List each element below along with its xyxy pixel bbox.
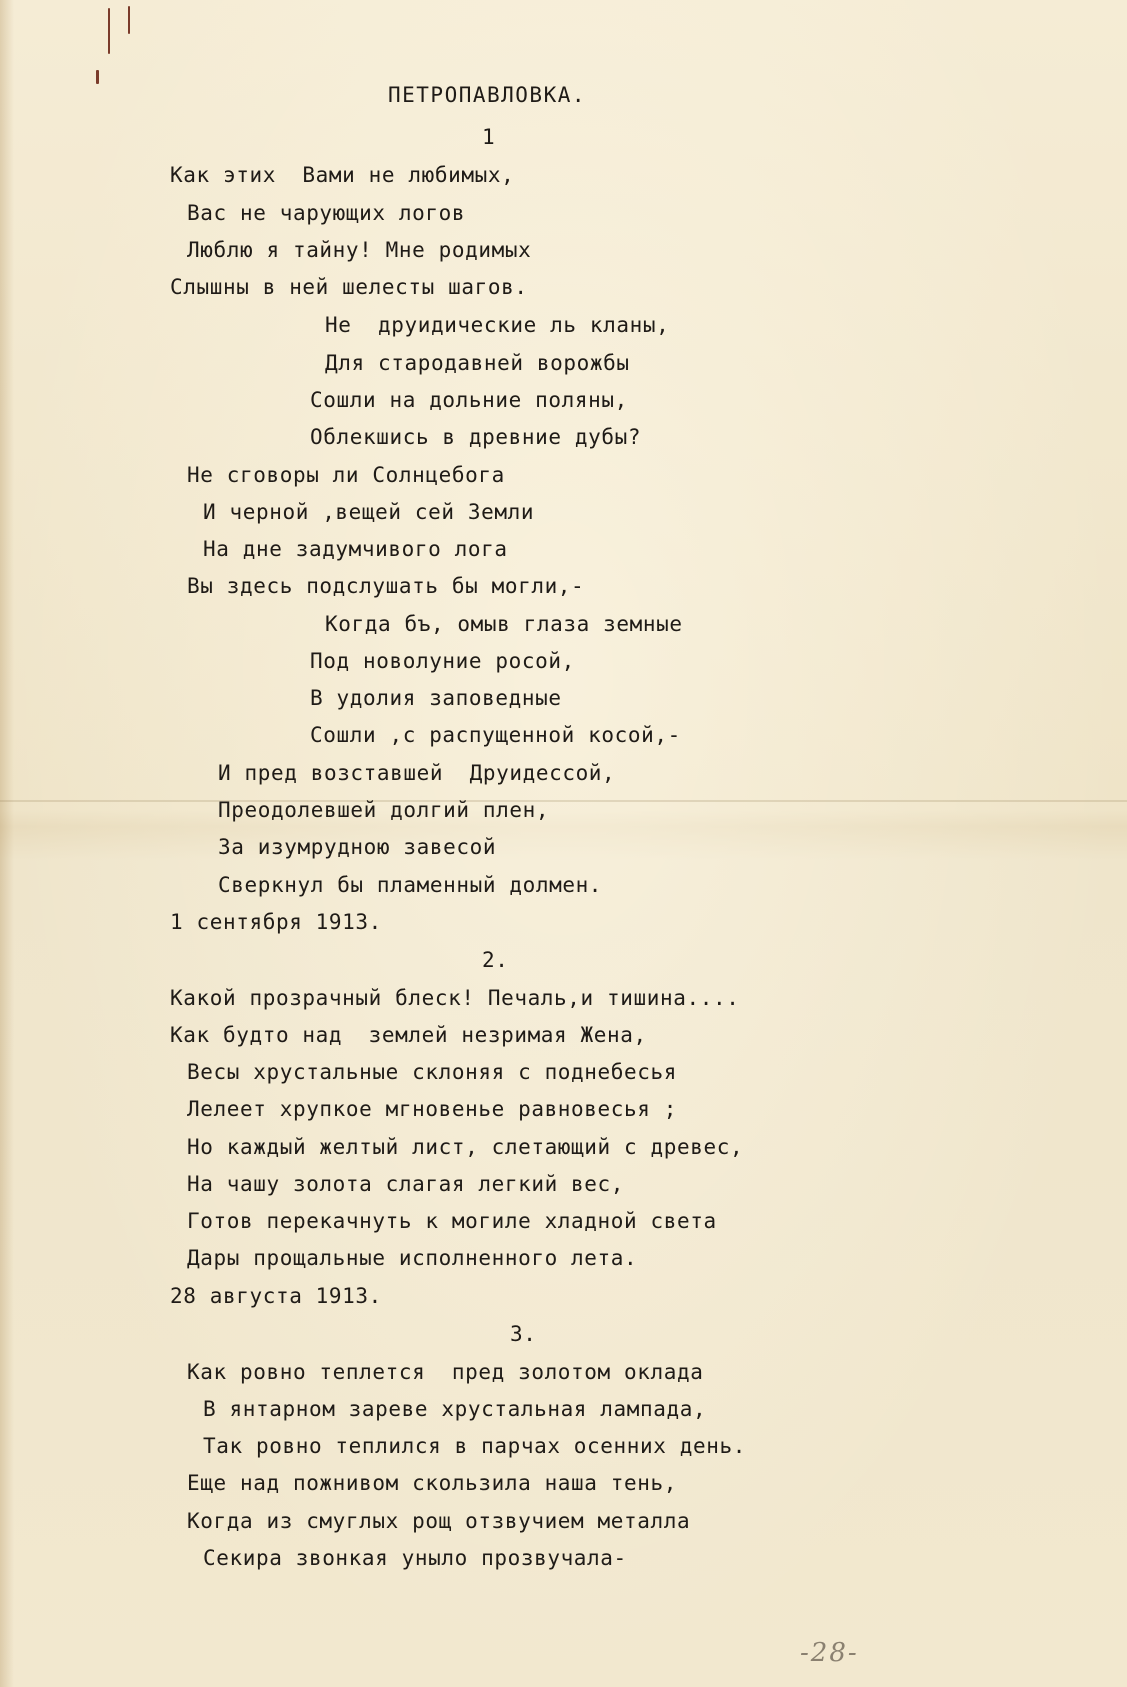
- poem-line: В янтарном зареве хрустальная лампада,: [203, 1397, 707, 1421]
- poem-line: Секира звонкая уныло прозвучала-: [203, 1546, 627, 1570]
- poem-line: И черной ,вещей сей Земли: [203, 500, 535, 524]
- section-number: 1: [482, 125, 496, 149]
- poem-line: Под новолуние росой,: [310, 649, 575, 673]
- page-number: -28-: [800, 1638, 859, 1668]
- poem-line: На дне задумчивого лога: [203, 537, 508, 561]
- poem-line: Облекшись в древние дубы?: [310, 425, 642, 449]
- poem-line: Готов перекачнуть к могиле хладной света: [187, 1209, 717, 1233]
- poem-line: Не друидические ль кланы,: [325, 313, 670, 337]
- poem-line: Люблю я тайну! Мне родимых: [187, 238, 532, 262]
- poem-line: Но каждый желтый лист, слетающий с древес,: [187, 1135, 744, 1159]
- poem-line: За изумрудною завесой: [218, 835, 497, 859]
- section-number: 3.: [510, 1322, 537, 1346]
- paper-fold: [0, 800, 1127, 802]
- poem-line: Преодолевшей долгий плен,: [218, 798, 550, 822]
- poem-line: Лелеет хрупкое мгновенье равновесья ;: [187, 1097, 677, 1121]
- poem-line: Вы здесь подслушать бы могли,-: [187, 574, 585, 598]
- poem-line: Слышны в ней шелесты шагов.: [170, 275, 528, 299]
- poem-title: ПЕТРОПАВЛОВКА.: [388, 83, 587, 107]
- poem-line: Сверкнул бы пламенный долмен.: [218, 873, 603, 897]
- poem-line: Как будто над землей незримая Жена,: [170, 1023, 647, 1047]
- poem-line: Так ровно теплился в парчах осенних день.: [203, 1434, 746, 1458]
- poem-line: Сошли ,с распущенной косой,-: [310, 723, 681, 747]
- poem-line: Вас не чарующих логов: [187, 201, 466, 225]
- poem-line: Не сговоры ли Солнцебога: [187, 463, 505, 487]
- poem-date: 28 августа 1913.: [170, 1284, 382, 1308]
- poem-line: Когда из смуглых рощ отзвучием металла: [187, 1509, 691, 1533]
- ink-mark: [128, 6, 130, 34]
- poem-date: 1 сентября 1913.: [170, 910, 382, 934]
- poem-line: И пред возставшей Друидессой,: [218, 761, 616, 785]
- poem-line: На чашу золота слагая легкий вес,: [187, 1172, 625, 1196]
- ink-mark: [108, 8, 110, 54]
- poem-line: Дары прощальные исполненного лета.: [187, 1246, 638, 1270]
- poem-line: Какой прозрачный блеск! Печаль,и тишина....: [170, 986, 740, 1010]
- section-number: 2.: [482, 948, 509, 972]
- poem-line: Когда бъ, омыв глаза земные: [325, 612, 683, 636]
- ink-mark: [96, 70, 99, 84]
- poem-line: В удолия заповедные: [310, 686, 562, 710]
- poem-line: Как ровно теплется пред золотом оклада: [187, 1360, 704, 1384]
- poem-line: Весы хрустальные склоняя с поднебесья: [187, 1060, 677, 1084]
- poem-line: Для стародавней ворожбы: [325, 351, 630, 375]
- poem-line: Как этих Вами не любимых,: [170, 163, 515, 187]
- poem-line: Сошли на дольние поляны,: [310, 388, 628, 412]
- poem-line: Еще над пожнивом скользила наша тень,: [187, 1471, 677, 1495]
- paper-edge: [0, 0, 14, 1687]
